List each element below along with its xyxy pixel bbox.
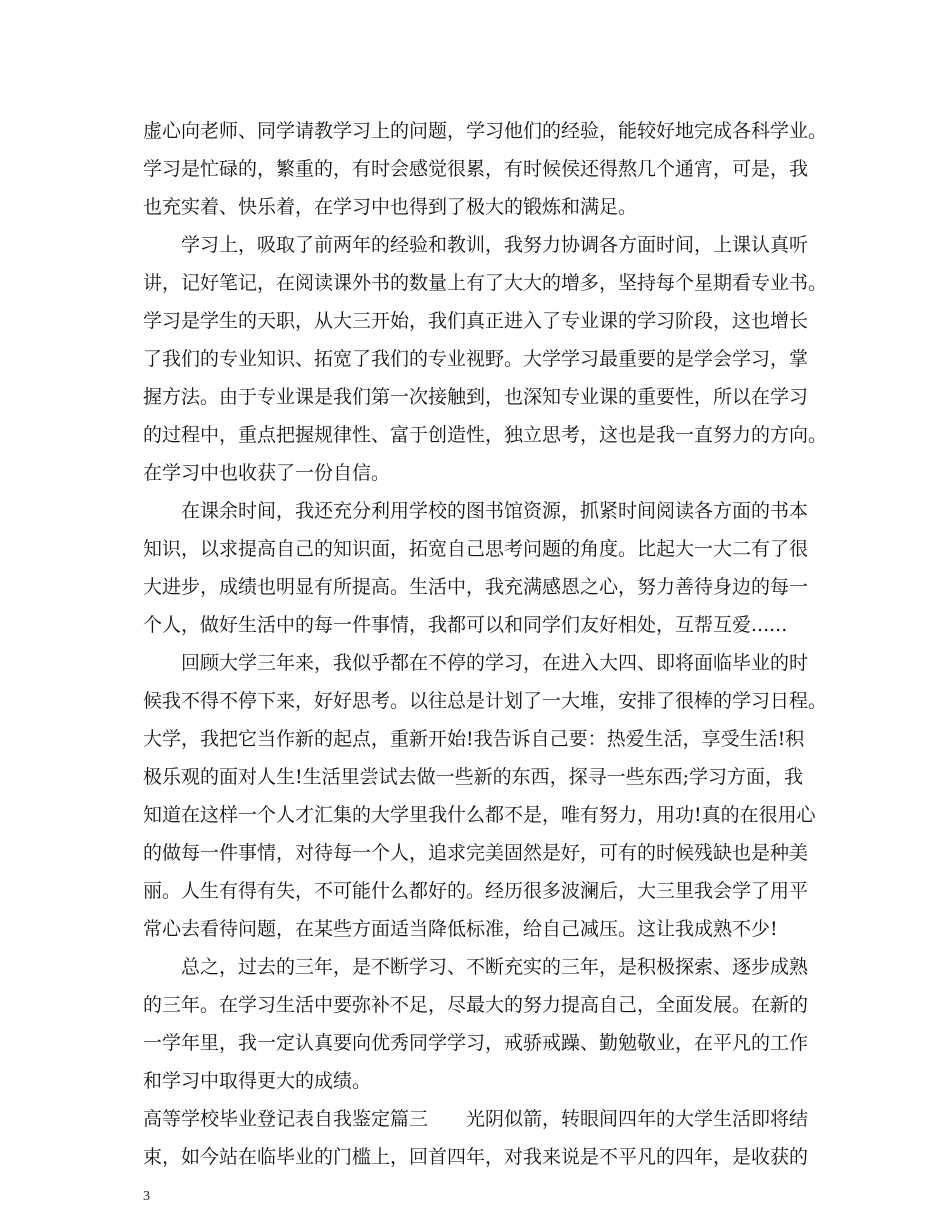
text-line: 也充实着、快乐着，在学习中也得到了极大的锻炼和满足。 — [143, 196, 638, 218]
text-line: 学习是忙碌的，繁重的，有时会感觉很累，有时候侯还得熬几个通宵，可是，我 — [143, 158, 809, 180]
text-line: 了我们的专业知识、拓宽了我们的专业视野。大学学习最重要的是学会学习，掌 — [143, 348, 809, 370]
text-line: 常心去看待问题，在某些方面适当降低标准，给自己减压。这让我成熟不少! — [143, 918, 778, 940]
text-line: 一学年里，我一定认真要向优秀同学学习，戒骄戒躁、勤勉敬业，在平凡的工作 — [143, 1032, 809, 1054]
text-line: 极乐观的面对人生!生活里尝试去做一些新的东西，探寻一些东西;学习方面，我 — [143, 766, 804, 788]
paragraph-start-line: 在课余时间，我还充分利用学校的图书馆资源，抓紧时间阅读各方面的书本 — [181, 500, 809, 522]
section-heading-line: 高等学校毕业登记表自我鉴定篇三 光阴似箭，转眼间四年的大学生活即将结 — [143, 1108, 809, 1130]
text-line: 讲，记好笔记，在阅读课外书的数量上有了大大的增多，坚持每个星期看专业书。 — [143, 272, 828, 294]
text-line: 束，如今站在临毕业的门槛上，回首四年，对我来说是不平凡的四年，是收获的 — [143, 1146, 809, 1168]
text-line: 知识，以求提高自己的知识面，拓宽自己思考问题的角度。比起大一大二有了很 — [143, 538, 809, 560]
paragraph-start-line: 总之，过去的三年，是不断学习、不断充实的三年，是积极探索、逐步成熟 — [181, 956, 809, 978]
paragraph-start-line: 学习上，吸取了前两年的经验和教训，我努力协调各方面时间，上课认真听 — [181, 234, 809, 256]
text-line: 的过程中，重点把握规律性、富于创造性，独立思考，这也是我一直努力的方向。 — [143, 424, 828, 446]
text-line: 大进步，成绩也明显有所提高。生活中，我充满感恩之心，努力善待身边的每一 — [143, 576, 809, 598]
page-number: 3 — [143, 1189, 150, 1204]
text-line: 个人，做好生活中的每一件事情，我都可以和同学们友好相处，互帮互爱...... — [143, 614, 788, 636]
text-line: 握方法。由于专业课是我们第一次接触到，也深知专业课的重要性，所以在学习 — [143, 386, 809, 408]
text-line: 的三年。在学习生活中要弥补不足，尽最大的努力提高自己，全面发展。在新的 — [143, 994, 809, 1016]
text-line: 和学习中取得更大的成绩。 — [143, 1070, 372, 1092]
text-line: 的做每一件事情，对待每一个人，追求完美固然是好，可有的时候残缺也是种美 — [143, 842, 809, 864]
text-line: 大学，我把它当作新的起点，重新开始!我告诉自己要：热爱生活，享受生活!积 — [143, 728, 805, 750]
text-line: 丽。人生有得有失，不可能什么都好的。经历很多波澜后，大三里我会学了用平 — [143, 880, 809, 902]
text-line: 在学习中也收获了一份自信。 — [143, 462, 391, 484]
text-line: 学习是学生的天职，从大三开始，我们真正进入了专业课的学习阶段，这也增长 — [143, 310, 809, 332]
paragraph-start-line: 回顾大学三年来，我似乎都在不停的学习，在进入大四、即将面临毕业的时 — [181, 652, 809, 674]
text-line: 候我不得不停下来，好好思考。以往总是计划了一大堆，安排了很棒的学习日程。 — [143, 690, 828, 712]
text-line: 虚心向老师、同学请教学习上的问题，学习他们的经验，能较好地完成各科学业。 — [143, 120, 828, 142]
text-line: 知道在这样一个人才汇集的大学里我什么都不是，唯有努力，用功!真的在很用心 — [143, 804, 816, 826]
